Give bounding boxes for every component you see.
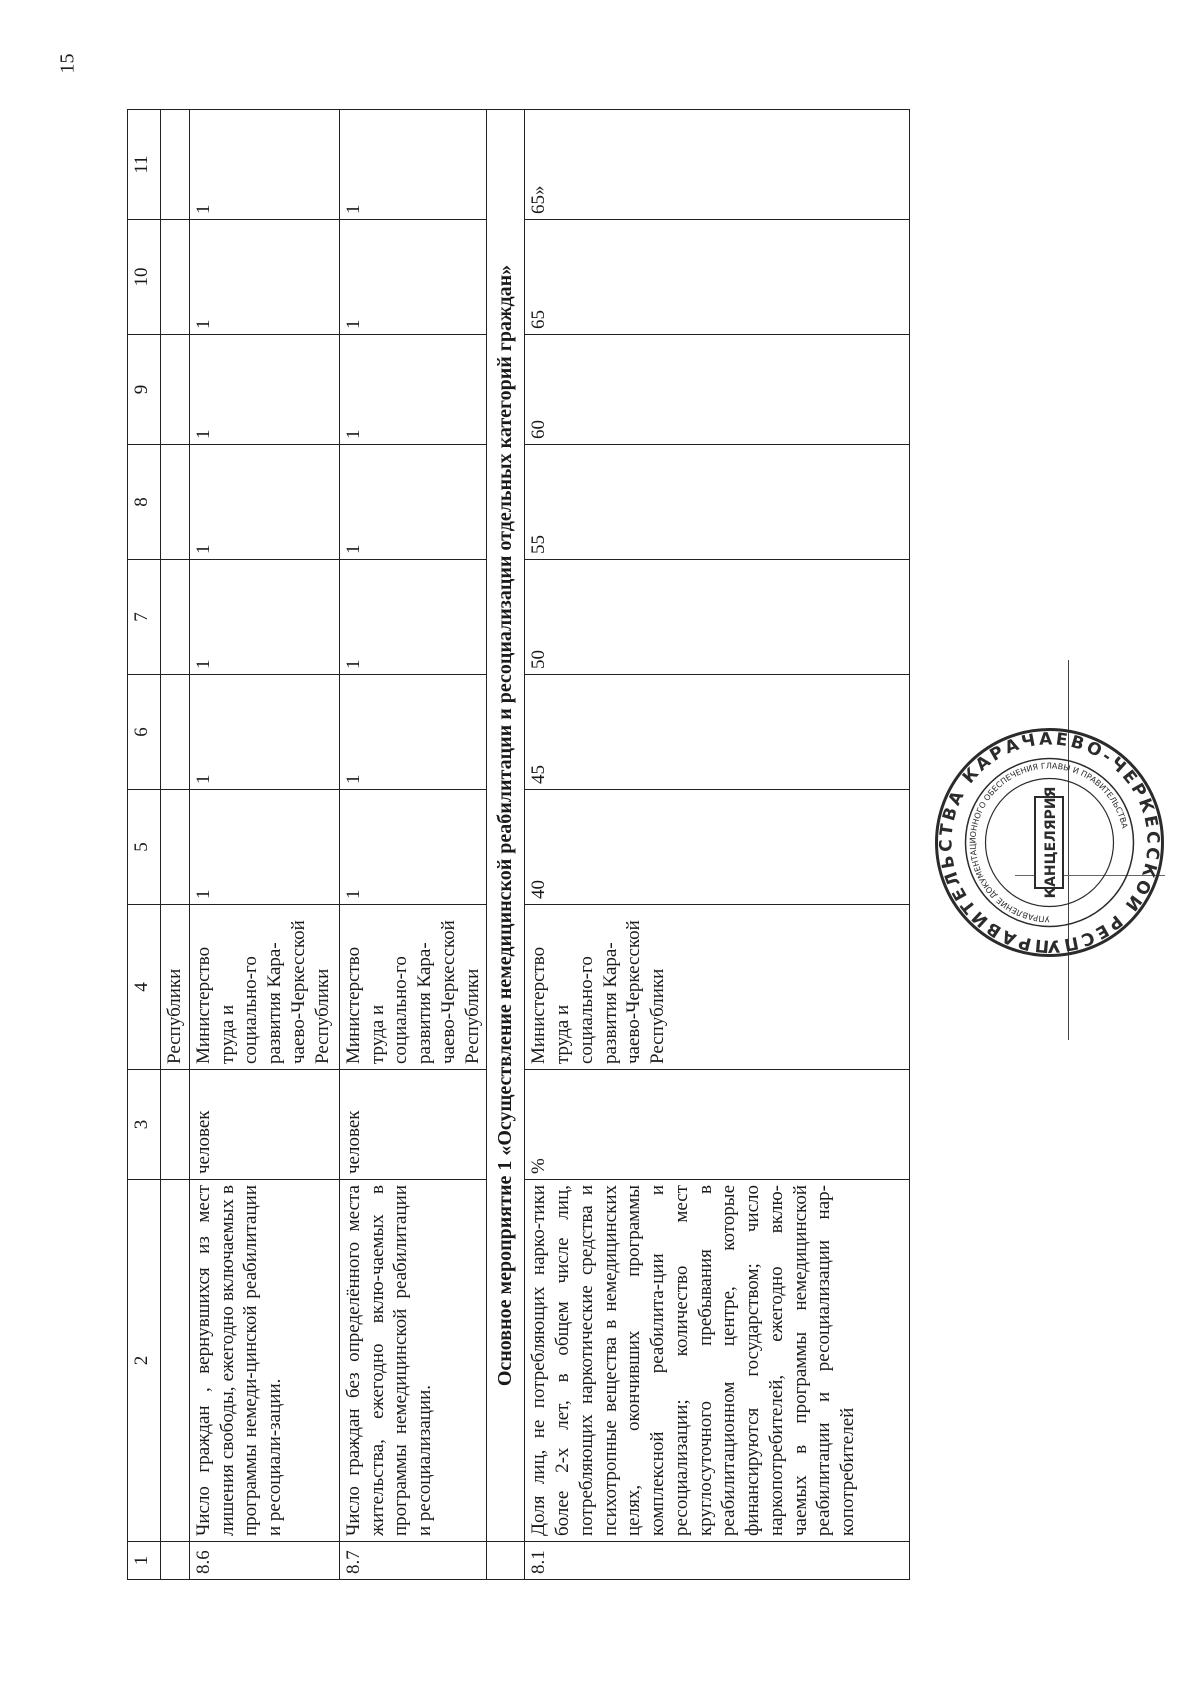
value: 60	[525, 335, 910, 445]
indicator-name: Число граждан , вернувшихся из мест лишения свободы, ежегодно включаемых в программы немеди-цинской реабилитации и ресоциали-зации.	[189, 1180, 339, 1542]
column-number: 7	[128, 560, 161, 675]
indicator-name: Число граждан без определённого места жительства, ежегодно вклю-чаемых в программы немедицинской реабилитации и ресоциализации.	[339, 1180, 487, 1542]
column-number: 10	[128, 220, 161, 335]
column-number: 6	[128, 675, 161, 790]
table-row-8-6	[189, 110, 339, 1580]
value: 1	[189, 110, 339, 220]
page-number: 15	[56, 53, 79, 74]
table-row-8-1	[525, 110, 910, 1580]
stamp-inner-text: УПРАВЛЕНИЕ ДОКУМЕНТАЦИОННОГО ОБЕСПЕЧЕНИЯ ГЛАВЫ И ПРАВИТЕЛЬСТВА	[968, 761, 1130, 924]
responsible: Министерство труда и социально-го развития Кара-чаево-Черкесской Республики	[525, 905, 910, 1070]
column-number: 11	[128, 110, 161, 220]
row-number: 8.6	[189, 1542, 339, 1580]
value: 1	[339, 675, 487, 790]
value: 1	[189, 220, 339, 335]
value: 1	[189, 445, 339, 560]
value: 1	[189, 560, 339, 675]
column-number: 1	[128, 1542, 161, 1580]
column-number: 3	[128, 1070, 161, 1180]
table-row-8-7	[339, 110, 487, 1580]
stamp-center-text: КАНЦЕЛЯРИЯ	[1043, 786, 1059, 899]
value: 1	[189, 675, 339, 790]
stamp-outer-text: ПРАВИТЕЛЬСТВА КАРАЧАЕВО-ЧЕРКЕССКОЙ РЕСПУ	[936, 729, 1163, 956]
value: 1	[339, 445, 487, 560]
column-number: 9	[128, 335, 161, 445]
stamp-seal-icon	[932, 725, 1167, 960]
value: 1	[189, 790, 339, 905]
row-number: 8.7	[339, 1542, 487, 1580]
column-number: 8	[128, 445, 161, 560]
value: 65»	[525, 110, 910, 220]
row-number: 8.1	[525, 1542, 910, 1580]
value: 1	[189, 335, 339, 445]
unit: человек	[189, 1070, 339, 1180]
value: 1	[339, 220, 487, 335]
value: 1	[339, 110, 487, 220]
responsible: Министерство труда и социально-го развития Кара-чаево-Черкесской Республики	[339, 905, 487, 1070]
indicator-name: Доля лиц, не потребляющих нарко-тики более 2-х лет, в общем числе лиц, потребляющих наркотические средства и психотропные вещества в немедицинских целях, окончивших программы комплексной реабилита-ции и ресоциализации; количество мест круглосуточного пребывания в реабилитационном центре, которые финансируются государством; число наркопотребителей, ежегодно вклю-чаемых в программы немедицинской реабилитации и ресоциализации нар-копотребителей	[525, 1180, 910, 1542]
value: 1	[339, 560, 487, 675]
column-number: 5	[128, 790, 161, 905]
unit: человек	[339, 1070, 487, 1180]
continuation-row	[161, 110, 190, 1580]
unit: %	[525, 1070, 910, 1180]
value: 1	[339, 335, 487, 445]
section-title: Основное мероприятие 1 «Осуществление немедицинской реабилитации и ресоциализации отдельных категорий граждан»	[487, 110, 525, 1542]
indicators-table	[127, 109, 910, 1580]
value: 1	[339, 790, 487, 905]
value: 55	[525, 445, 910, 560]
rotated-table-stage	[127, 110, 907, 1580]
value: 50	[525, 560, 910, 675]
continuation-text: Республики	[161, 905, 190, 1070]
responsible: Министерство труда и социально-го развития Кара-чаево-Черкесской Республики	[189, 905, 339, 1070]
column-number: 4	[128, 905, 161, 1070]
official-stamp	[932, 725, 1167, 960]
section-header-row	[487, 110, 525, 1580]
value: 65	[525, 220, 910, 335]
column-number: 2	[128, 1180, 161, 1542]
value: 40	[525, 790, 910, 905]
column-number-row	[128, 110, 161, 1580]
value: 45	[525, 675, 910, 790]
